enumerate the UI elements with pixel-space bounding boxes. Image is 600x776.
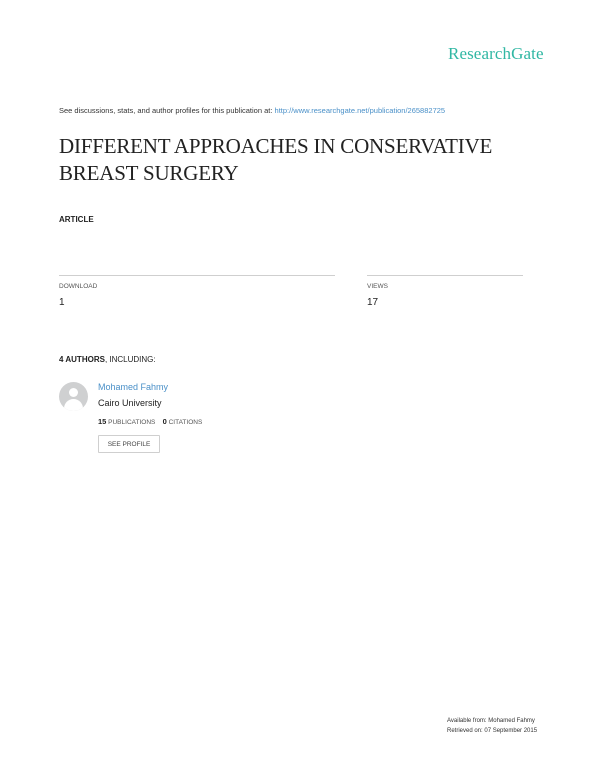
publications-label: PUBLICATIONS [108,419,156,426]
download-label: DOWNLOAD [59,283,98,290]
publication-type: ARTICLE [59,215,94,224]
authors-heading [59,355,156,364]
publication-link[interactable]: http://www.researchgate.net/publication/265882725 [274,106,446,115]
views-label: VIEWS [367,283,388,290]
divider [59,275,335,276]
researchgate-logo[interactable]: ResearchGate [448,44,544,63]
authors-count: 4 AUTHORS [59,355,105,364]
author-stats [98,417,202,426]
divider [367,275,523,276]
see-profile-button[interactable]: SEE PROFILE [98,435,160,453]
authors-suffix: , INCLUDING: [104,355,156,364]
footer-retrieved: Retrieved on: 07 September 2015 [447,728,538,734]
views-count: 17 [367,297,379,308]
download-count: 1 [59,297,65,308]
publications-count: 15 [98,417,107,426]
author-institution: Cairo University [98,398,162,408]
intro-text: See discussions, stats, and author profiles for this publication at: [59,106,273,115]
citations-label: CITATIONS [168,419,203,426]
footer-available: Available from: Mohamed Fahmy [447,718,535,724]
publication-title: DIFFERENT APPROACHES IN CONSERVATIVE BREAST SURGERY [59,134,493,185]
author-name-link[interactable]: Mohamed Fahmy [98,382,169,392]
user-avatar-icon[interactable] [59,382,88,411]
citations-count: 0 [162,417,167,426]
publication-intro [59,106,445,115]
